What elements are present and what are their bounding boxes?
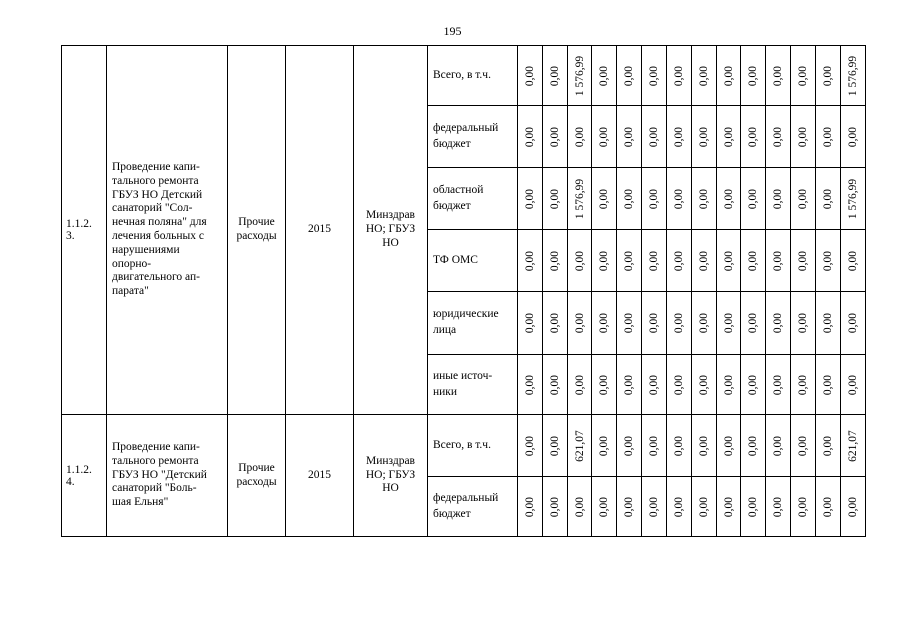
amount-value: 0,00 [524,250,536,271]
amount-cell [543,477,568,537]
amount-cell [543,230,568,292]
amount-cell [741,415,766,477]
funding-source: областной бюджет [428,168,518,230]
amount-cell [667,355,692,415]
amount-value: 0,00 [722,496,735,517]
amount-cell [741,477,766,537]
amount-cell [841,230,866,292]
amount-value: 0,00 [524,188,536,209]
amount-value: 0,00 [722,250,735,271]
item-code: 1.1.2. 3. [62,46,107,415]
amount-cell [766,168,791,230]
amount-value: 621,07 [573,429,586,462]
amount-cell [667,46,692,106]
amount-value: 0,00 [847,496,859,517]
amount-value: 0,00 [747,250,759,271]
amount-value: 0,00 [698,126,710,147]
amount-cell [592,168,617,230]
amount-cell [543,46,568,106]
amount-value: 0,00 [623,188,635,209]
amount-value: 0,00 [797,496,809,517]
amount-cell [791,292,816,355]
amount-value: 621,07 [847,429,859,462]
amount-cell [518,46,543,106]
amount-value: 0,00 [573,126,586,147]
amount-value: 0,00 [623,374,635,395]
amount-value: 0,00 [847,126,859,147]
amount-value: 0,00 [673,496,685,517]
amount-value: 0,00 [698,312,710,334]
amount-value: 0,00 [747,188,759,209]
amount-cell [518,477,543,537]
amount-cell [741,292,766,355]
amount-value: 0,00 [698,496,710,517]
amount-cell [667,415,692,477]
amount-cell [642,292,667,355]
amount-value: 0,00 [648,374,660,395]
amount-value: 0,00 [573,374,586,395]
amount-cell [766,292,791,355]
amount-cell [592,292,617,355]
amount-value: 0,00 [673,312,685,334]
amount-value: 0,00 [549,374,561,395]
amount-cell [617,292,642,355]
amount-cell [667,230,692,292]
amount-cell [841,477,866,537]
amount-cell [642,415,667,477]
amount-value: 0,00 [549,312,561,334]
amount-value: 0,00 [573,312,586,334]
amount-value: 0,00 [822,126,834,147]
funding-source: юридические лица [428,292,518,355]
amount-cell [692,46,717,106]
amount-value: 0,00 [772,435,784,456]
item-code: 1.1.2. 4. [62,415,107,537]
year: 2015 [286,415,354,537]
amount-value: 0,00 [822,312,834,334]
amount-cell [568,168,592,230]
amount-cell [841,106,866,168]
funding-source: федеральный бюджет [428,477,518,537]
amount-value: 0,00 [524,65,536,86]
amount-cell [568,230,592,292]
amount-value: 0,00 [747,312,759,334]
amount-value: 0,00 [772,250,784,271]
amount-value: 0,00 [822,65,834,86]
amount-value: 0,00 [797,435,809,456]
amount-cell [592,355,617,415]
amount-value: 0,00 [772,126,784,147]
amount-value: 0,00 [623,126,635,147]
amount-value: 0,00 [673,188,685,209]
amount-value: 1 576,99 [573,55,586,96]
amount-value: 0,00 [598,374,610,395]
amount-cell [642,106,667,168]
amount-cell [791,415,816,477]
amount-cell [766,230,791,292]
amount-value: 0,00 [772,65,784,86]
amount-value: 0,00 [623,496,635,517]
amount-cell [642,46,667,106]
amount-cell [667,168,692,230]
amount-value: 0,00 [822,435,834,456]
item-description: Проведение капи- тального ремонта ГБУЗ НО Детский санаторий "Сол- нечная поляна" для лечения больных с нарушениями опорно- двигательного ап- парата" [107,46,228,415]
amount-cell [791,168,816,230]
amount-value: 0,00 [648,496,660,517]
amount-cell [617,355,642,415]
amount-value: 0,00 [698,435,710,456]
table-row [62,46,866,106]
amount-value: 0,00 [623,250,635,271]
amount-value: 0,00 [822,250,834,271]
amount-cell [518,106,543,168]
amount-value: 0,00 [747,496,759,517]
amount-cell [841,355,866,415]
amount-value: 0,00 [722,374,735,395]
amount-cell [741,230,766,292]
amount-value: 0,00 [598,435,610,456]
amount-cell [568,477,592,537]
amount-value: 0,00 [722,65,735,86]
amount-value: 0,00 [524,496,536,517]
amount-cell [791,230,816,292]
amount-cell [791,355,816,415]
amount-value: 0,00 [648,250,660,271]
amount-value: 0,00 [822,188,834,209]
amount-value: 0,00 [698,374,710,395]
amount-value: 1 576,99 [847,55,859,96]
budget-table [61,45,866,537]
amount-value: 0,00 [747,126,759,147]
amount-value: 0,00 [722,188,735,209]
amount-value: 0,00 [549,250,561,271]
amount-cell [692,230,717,292]
amount-cell [717,230,741,292]
amount-cell [568,355,592,415]
amount-value: 0,00 [598,312,610,334]
amount-cell [543,168,568,230]
amount-value: 0,00 [598,126,610,147]
amount-cell [617,415,642,477]
amount-value: 0,00 [673,126,685,147]
amount-cell [617,477,642,537]
amount-cell [717,292,741,355]
amount-cell [741,106,766,168]
amount-cell [816,168,841,230]
table-row [62,415,866,477]
amount-cell [642,355,667,415]
funding-source: иные источ- ники [428,355,518,415]
amount-cell [841,46,866,106]
amount-cell [543,292,568,355]
amount-cell [617,230,642,292]
funding-source: Всего, в т.ч. [428,415,518,477]
amount-cell [816,477,841,537]
amount-value: 0,00 [549,188,561,209]
amount-value: 0,00 [797,126,809,147]
amount-cell [791,46,816,106]
funding-source: федеральный бюджет [428,106,518,168]
amount-cell [543,106,568,168]
amount-value: 0,00 [524,312,536,334]
amount-value: 0,00 [549,435,561,456]
amount-cell [791,106,816,168]
amount-cell [717,46,741,106]
amount-value: 0,00 [673,250,685,271]
amount-cell [816,230,841,292]
responsible-party: Минздрав НО; ГБУЗ НО [354,46,428,415]
amount-value: 0,00 [598,496,610,517]
amount-value: 0,00 [822,496,834,517]
amount-cell [717,168,741,230]
amount-value: 0,00 [797,312,809,334]
amount-value: 0,00 [747,435,759,456]
amount-value: 0,00 [648,65,660,86]
amount-value: 0,00 [673,435,685,456]
amount-value: 0,00 [573,250,586,271]
amount-value: 0,00 [549,65,561,86]
amount-cell [717,415,741,477]
amount-value: 0,00 [648,188,660,209]
amount-value: 0,00 [772,496,784,517]
amount-cell [568,415,592,477]
amount-value: 0,00 [797,65,809,86]
amount-cell [592,106,617,168]
amount-value: 0,00 [673,65,685,86]
amount-value: 0,00 [847,312,859,334]
expense-type: Прочие расходы [228,46,286,415]
amount-cell [741,46,766,106]
responsible-party: Минздрав НО; ГБУЗ НО [354,415,428,537]
amount-value: 1 576,99 [573,178,586,219]
amount-cell [692,292,717,355]
amount-value: 0,00 [623,435,635,456]
amount-cell [518,230,543,292]
amount-value: 0,00 [722,435,735,456]
funding-source: ТФ ОМС [428,230,518,292]
amount-value: 0,00 [598,65,610,86]
amount-value: 0,00 [549,496,561,517]
amount-value: 0,00 [772,312,784,334]
amount-value: 1 576,99 [847,178,859,219]
amount-cell [592,46,617,106]
year: 2015 [286,46,354,415]
amount-cell [816,415,841,477]
amount-cell [841,415,866,477]
amount-value: 0,00 [549,126,561,147]
page-number: 195 [443,24,462,38]
amount-cell [816,106,841,168]
amount-value: 0,00 [524,126,536,147]
amount-cell [518,355,543,415]
amount-cell [592,230,617,292]
amount-cell [617,106,642,168]
amount-value: 0,00 [623,312,635,334]
amount-cell [568,106,592,168]
amount-cell [766,355,791,415]
amount-value: 0,00 [598,188,610,209]
amount-cell [642,168,667,230]
amount-cell [667,477,692,537]
amount-value: 0,00 [648,312,660,334]
amount-cell [617,46,642,106]
amount-value: 0,00 [722,312,735,334]
amount-value: 0,00 [722,126,735,147]
amount-value: 0,00 [623,65,635,86]
amount-cell [592,415,617,477]
amount-value: 0,00 [847,250,859,271]
amount-value: 0,00 [772,188,784,209]
funding-source: Всего, в т.ч. [428,46,518,106]
amount-cell [766,477,791,537]
item-description: Проведение капи- тального ремонта ГБУЗ НО "Детский санаторий "Боль- шая Ельня" [107,415,228,537]
amount-cell [841,168,866,230]
amount-value: 0,00 [673,374,685,395]
amount-value: 0,00 [797,250,809,271]
amount-cell [568,46,592,106]
amount-value: 0,00 [797,188,809,209]
amount-cell [568,292,592,355]
amount-value: 0,00 [648,435,660,456]
amount-cell [592,477,617,537]
amount-value: 0,00 [598,250,610,271]
amount-value: 0,00 [524,374,536,395]
amount-cell [816,355,841,415]
amount-cell [543,415,568,477]
amount-value: 0,00 [797,374,809,395]
amount-cell [518,415,543,477]
amount-cell [841,292,866,355]
amount-cell [667,106,692,168]
amount-cell [816,292,841,355]
amount-cell [766,106,791,168]
amount-cell [692,415,717,477]
amount-value: 0,00 [847,374,859,395]
amount-value: 0,00 [698,65,710,86]
amount-cell [717,355,741,415]
amount-cell [518,292,543,355]
amount-value: 0,00 [573,496,586,517]
amount-value: 0,00 [772,374,784,395]
amount-cell [642,230,667,292]
amount-cell [642,477,667,537]
amount-cell [816,46,841,106]
amount-cell [741,168,766,230]
amount-cell [692,477,717,537]
amount-cell [766,46,791,106]
amount-cell [692,106,717,168]
amount-value: 0,00 [524,435,536,456]
expense-type: Прочие расходы [228,415,286,537]
amount-cell [617,168,642,230]
amount-value: 0,00 [648,126,660,147]
amount-cell [766,415,791,477]
amount-value: 0,00 [747,65,759,86]
amount-cell [791,477,816,537]
amount-cell [741,355,766,415]
amount-value: 0,00 [822,374,834,395]
amount-value: 0,00 [698,188,710,209]
amount-cell [518,168,543,230]
amount-cell [717,106,741,168]
amount-value: 0,00 [747,374,759,395]
amount-cell [667,292,692,355]
amount-value: 0,00 [698,250,710,271]
amount-cell [717,477,741,537]
amount-cell [543,355,568,415]
amount-cell [692,355,717,415]
amount-cell [692,168,717,230]
